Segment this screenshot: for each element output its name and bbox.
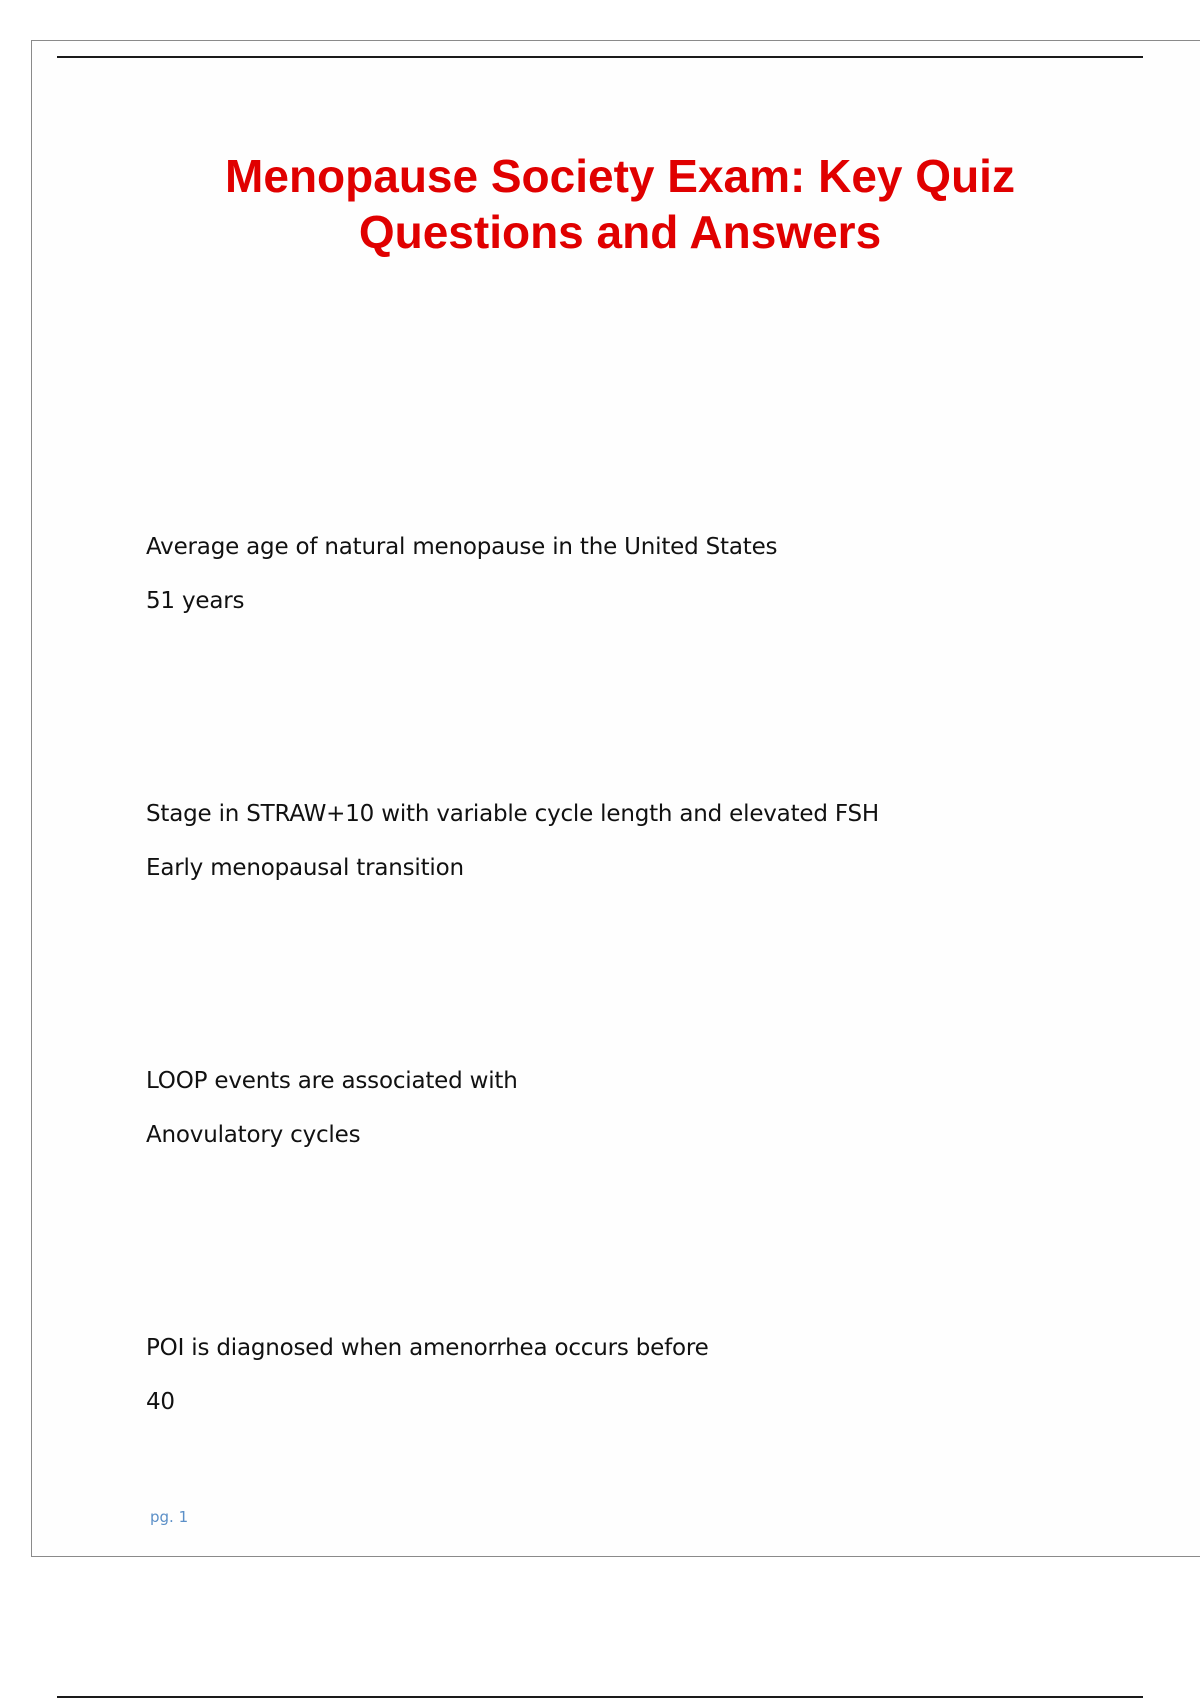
document-title xyxy=(120,148,1120,260)
top-divider xyxy=(57,56,1143,58)
answer-text: Anovulatory cycles xyxy=(146,1122,361,1148)
question-text: POI is diagnosed when amenorrhea occurs before xyxy=(146,1335,709,1361)
title-line-2: Questions and Answers xyxy=(358,206,882,258)
question-text: Stage in STRAW+10 with variable cycle length and elevated FSH xyxy=(146,801,879,827)
question-text: Average age of natural menopause in the United States xyxy=(146,534,778,560)
question-text: LOOP events are associated with xyxy=(146,1068,518,1094)
title-line-1: Menopause Society Exam: Key Quiz xyxy=(225,150,1015,202)
qa-item xyxy=(146,1333,1146,1417)
answer-text: Early menopausal transition xyxy=(146,855,464,881)
page-number: pg. 1 xyxy=(150,1508,189,1526)
answer-text: 40 xyxy=(146,1389,175,1415)
answer-text: 51 years xyxy=(146,588,245,614)
qa-item xyxy=(146,799,1146,883)
bottom-divider xyxy=(57,1696,1143,1698)
qa-item xyxy=(146,1066,1146,1150)
qa-item xyxy=(146,532,1146,616)
